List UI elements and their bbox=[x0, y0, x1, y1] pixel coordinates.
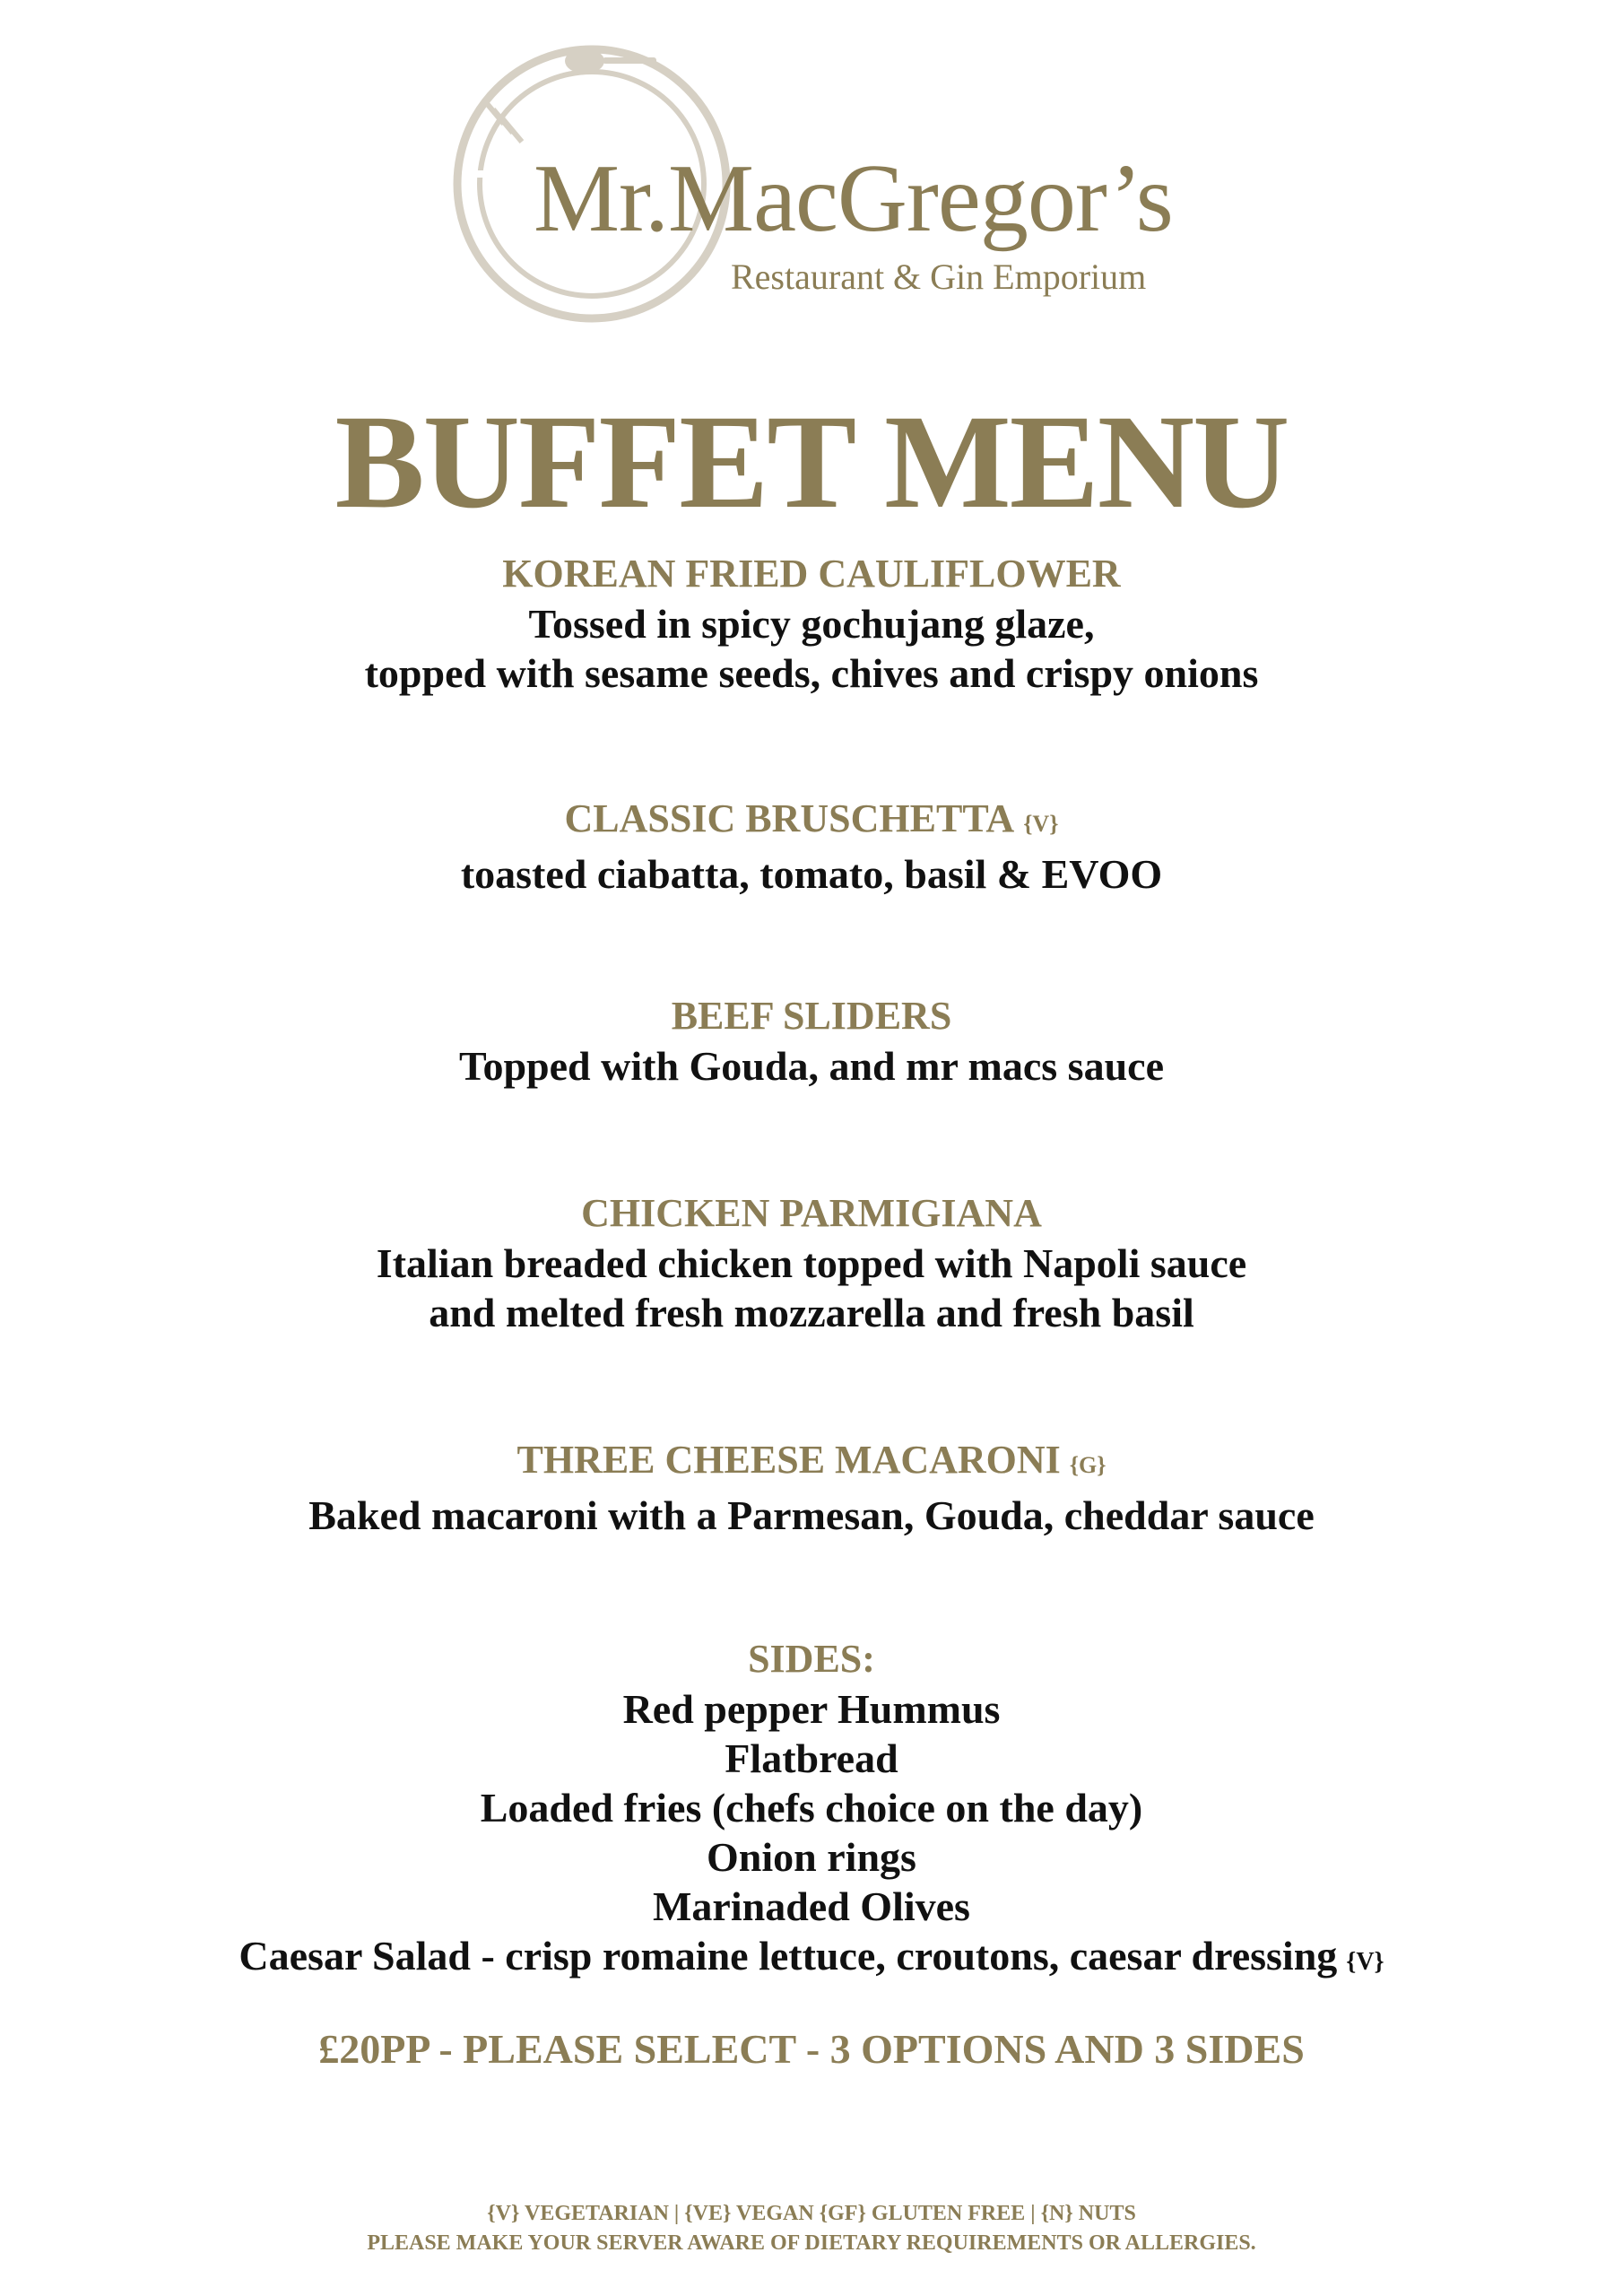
side-item: Marinaded Olives bbox=[653, 1883, 970, 1929]
dish-description: topped with sesame seeds, chives and crispy onions bbox=[364, 650, 1259, 696]
dish-description: Italian breaded chicken topped with Napoli sauce bbox=[376, 1240, 1247, 1286]
side-item: Loaded fries (chefs choice on the day) bbox=[480, 1785, 1143, 1831]
dish-name: KOREAN FRIED CAULIFLOWER bbox=[502, 552, 1121, 596]
logo-name: Mr.MacGregor’s bbox=[534, 145, 1173, 252]
dish-item bbox=[0, 1188, 1623, 1337]
dish-description: Topped with Gouda, and mr macs sauce bbox=[459, 1043, 1164, 1089]
dish-description: and melted fresh mozzarella and fresh basil bbox=[429, 1290, 1194, 1335]
dish-name: BEEF SLIDERS bbox=[671, 994, 952, 1038]
dietary-tag: {G} bbox=[1069, 1452, 1107, 1478]
side-item: Red pepper Hummus bbox=[622, 1686, 1001, 1732]
price-line: £20PP - PLEASE SELECT - 3 OPTIONS AND 3 SIDES bbox=[318, 2026, 1305, 2072]
sides-heading: SIDES: bbox=[748, 1637, 875, 1681]
dish-item bbox=[0, 549, 1623, 698]
restaurant-logo bbox=[448, 36, 1202, 341]
dish-item bbox=[0, 794, 1623, 899]
side-item: Onion rings bbox=[707, 1834, 916, 1880]
dish-description: Baked macaroni with a Parmesan, Gouda, cheddar sauce bbox=[308, 1492, 1315, 1538]
dietary-legend: {V} VEGETARIAN | {VE} VEGAN {GF} GLUTEN FREE | {N} NUTS bbox=[487, 2202, 1136, 2225]
dietary-tag: {V} bbox=[1346, 1948, 1384, 1976]
dish-description: Tossed in spicy gochujang glaze, bbox=[528, 601, 1095, 647]
dish-name-row bbox=[0, 1435, 1623, 1491]
dietary-tag: {V} bbox=[1023, 811, 1059, 837]
dish-name: CHICKEN PARMIGIANA bbox=[581, 1191, 1042, 1235]
dish-name: THREE CHEESE MACARONI bbox=[516, 1438, 1061, 1482]
side-item: Flatbread bbox=[725, 1735, 898, 1781]
side-item-row bbox=[0, 1931, 1623, 1987]
dish-item bbox=[0, 1435, 1623, 1540]
sides-section bbox=[0, 1634, 1623, 1987]
dish-item bbox=[0, 991, 1623, 1091]
logo-subtitle: Restaurant & Gin Emporium bbox=[731, 257, 1147, 297]
dish-name-row bbox=[0, 794, 1623, 849]
side-item: Caesar Salad - crisp romaine lettuce, croutons, caesar dressing bbox=[239, 1933, 1338, 1979]
allergy-notice: PLEASE MAKE YOUR SERVER AWARE OF DIETARY REQUIREMENTS OR ALLERGIES. bbox=[367, 2231, 1256, 2255]
dish-name: CLASSIC BRUSCHETTA bbox=[564, 796, 1015, 840]
dish-description: toasted ciabatta, tomato, basil & EVOO bbox=[460, 851, 1163, 897]
menu-title: BUFFET MENU bbox=[334, 387, 1289, 536]
